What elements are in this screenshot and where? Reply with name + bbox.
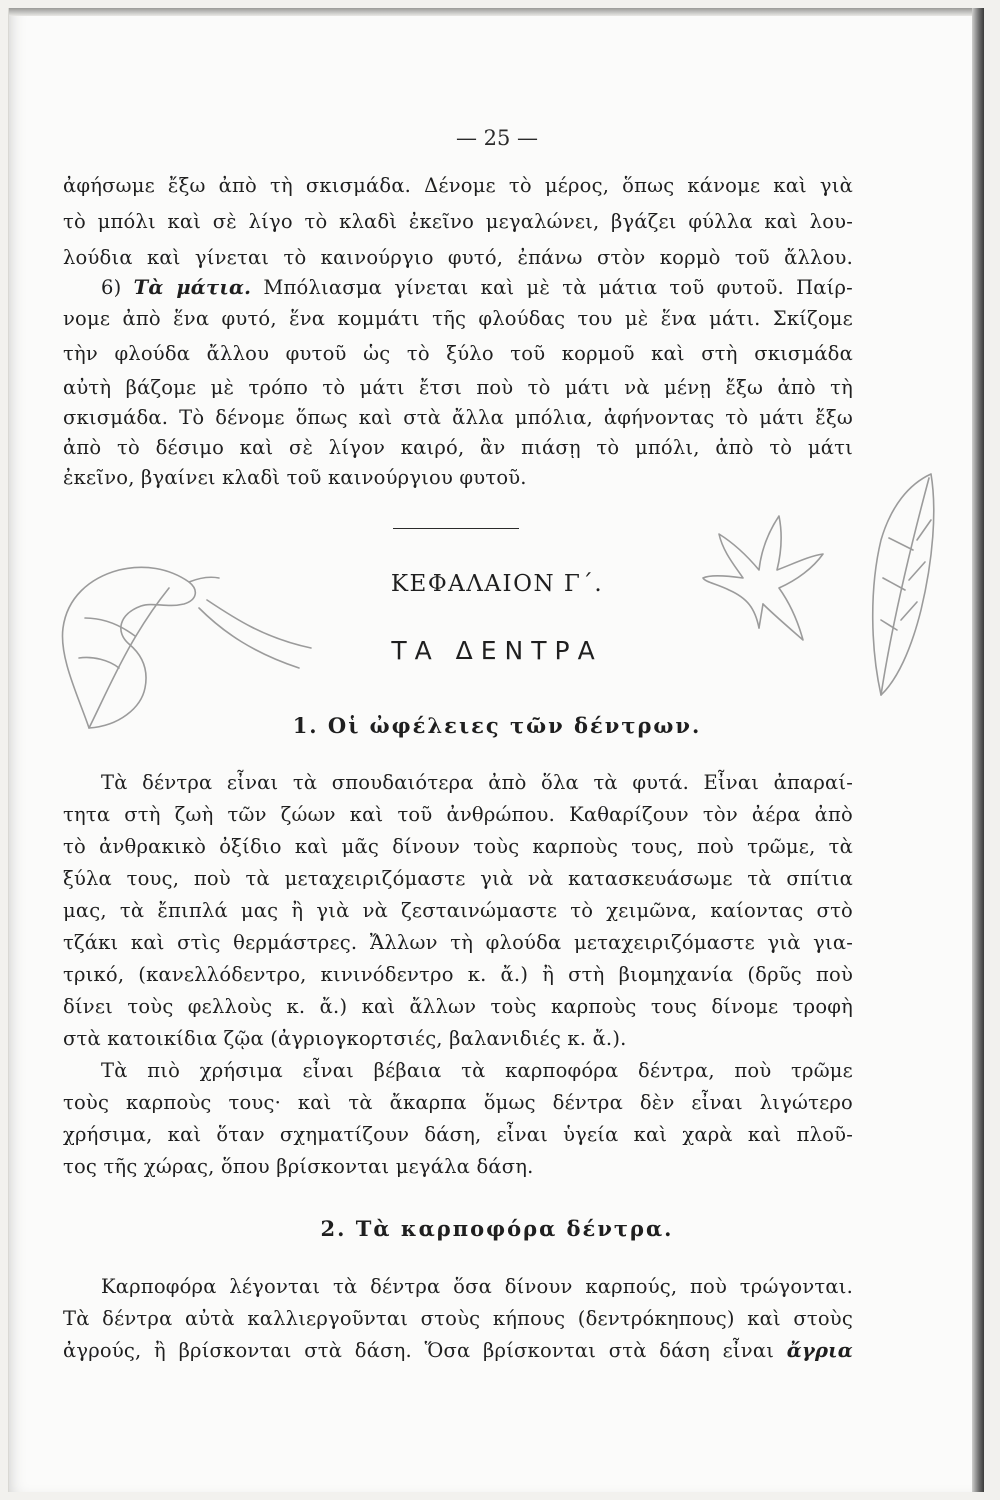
s1-p1-line-1: Τὰ δέντρα εἶναι τὰ σπουδαιότερα ἀπὸ ὅλα τὰ φυτά. Εἶναι ἀπαραί-: [101, 771, 853, 794]
para2-first-rest: Μπόλιασμα γίνεται καὶ μὲ τὰ μάτια τοῦ φυτοῦ. Παίρ-: [263, 276, 853, 299]
s1-p1-line-5: μας, τὰ ἔπιπλά μας ἢ γιὰ νὰ ζεσταινώμαστε τὸ χειμῶνα, καίοντας στὸ: [63, 899, 853, 922]
para2-line-6: ἀπὸ τὸ δέσιμο καὶ σὲ λίγον καιρό, ἂν πιάσῃ τὸ μπόλι, ἀπὸ τὸ μάτι: [63, 436, 853, 459]
chapter-label: ΚΕΦΑΛΑΙΟΝ Γ΄.: [390, 571, 604, 597]
para2-line-7: ἐκεῖνο, βγαίνει κλαδὶ τοῦ καινούργιου φυτοῦ.: [63, 466, 527, 489]
s1-p2-line-3: χρήσιμα, καὶ ὅταν σχηματίζουν δάση, εἶναι ὑγεία καὶ χαρὰ καὶ πλοῦ-: [63, 1123, 853, 1146]
section1-heading: 1. Οἱ ὠφέλειες τῶν δέντρων.: [292, 713, 702, 738]
s1-p1-line-6: τζάκι καὶ στὶς θερμάστρες. Ἄλλων τὴ φλούδα μεταχειριζόμαστε γιὰ για-: [63, 931, 853, 954]
s1-p2-line-4: τος τῆς χώρας, ὅπου βρίσκονται μεγάλα δάση.: [63, 1155, 534, 1178]
s2-p1-line-3: [63, 1339, 853, 1362]
para1-line-1: ἀφήσωμε ἔξω ἀπὸ τὴ σκισμάδα. Δένομε τὸ μέρος, ὅπως κάνομε καὶ γιὰ: [63, 174, 853, 197]
section2-heading: 2. Τὰ καρποφόρα δέντρα.: [320, 1216, 674, 1241]
s2-p1-line-1: Καρποφόρα λέγονται τὰ δέντρα ὅσα δίνουν καρπούς, ποὺ τρώγονται.: [101, 1275, 853, 1298]
para1-line-2: τὸ μπόλι καὶ σὲ λίγο τὸ κλαδὶ ἐκεῖνο μεγαλώνει, βγάζει φύλλα καὶ λου-: [63, 210, 853, 233]
page-right-edge: [972, 8, 984, 1492]
s1-p1-line-7: τρικό, (κανελλόδεντρο, κινινόδεντρο κ. ἄ.) ἢ στὴ βιομηχανία (δρῦς ποὺ: [63, 963, 853, 986]
book-page: [8, 8, 984, 1492]
para1-line-3: λούδια καὶ γίνεται τὸ καινούργιο φυτό, ἐπάνω στὸν κορμὸ τοῦ ἄλλου.: [63, 246, 853, 269]
chapter-title: ΤΑ ΔΕΝΤΡΑ: [391, 636, 603, 665]
para2-line-1: [101, 276, 853, 299]
s1-p1-line-2: τητα στὴ ζωὴ τῶν ζώων καὶ τοῦ ἀνθρώπου. Καθαρίζουν τὸν ἀέρα ἀπὸ: [63, 803, 853, 826]
para2-line-5: σκισμάδα. Τὸ δένομε ὅπως καὶ στὰ ἄλλα μπόλια, ἀφήνοντας τὸ μάτι ἔξω: [63, 406, 853, 429]
para2-line-2: νομε ἀπὸ ἕνα φυτό, ἕνα κομμάτι τῆς φλούδας του μὲ ἕνα μάτι. Σκίζομε: [63, 307, 853, 330]
para2-number: 6): [101, 276, 122, 299]
para2-line-4: αὐτὴ βάζομε μὲ τρόπο τὸ μάτι ἔτσι ποὺ τὸ μάτι νὰ μένῃ ἔξω ἀπὸ τὴ: [63, 376, 853, 399]
s1-p1-line-8: δίνει τοὺς φελλοὺς κ. ἄ.) καὶ ἄλλων τοὺς καρποὺς τους δίνομε τροφὴ: [63, 995, 853, 1018]
section-divider: [393, 528, 519, 529]
page-top-shadow: [9, 8, 984, 16]
s1-p2-line-1: Τὰ πιὸ χρήσιμα εἶναι βέβαια τὰ καρποφόρα δέντρα, ποὺ τρῶμε: [101, 1059, 853, 1082]
para2-title: Τὰ μάτια.: [133, 276, 252, 299]
page-number: — 25 —: [455, 126, 539, 150]
s1-p1-line-4: ξύλα τους, ποὺ τὰ μεταχειριζόμαστε γιὰ νὰ κατασκευάσωμε τὰ σπίτια: [63, 867, 853, 890]
s2-p1-line-3-text: ἀγρούς, ἢ βρίσκονται στὰ δάση. Ὅσα βρίσκονται στὰ δάση εἶναι: [63, 1339, 775, 1362]
s1-p1-line-9: στὰ κατοικίδια ζῷα (ἀγριογκορτσιές, βαλανιδιές κ. ἄ.).: [63, 1027, 627, 1050]
s1-p1-line-3: τὸ ἀνθρακικὸ ὀξίδιο καὶ μᾶς δίνουν τοὺς καρποὺς τους, ποὺ τρῶμε, τὰ: [63, 835, 853, 858]
s2-p1-line-2: Τὰ δέντρα αὐτὰ καλλιεργοῦνται στοὺς κήπους (δεντρόκηπους) καὶ στοὺς: [63, 1307, 853, 1330]
s1-p2-line-2: τοὺς καρποὺς τους· καὶ τὰ ἄκαρπα ὅμως δέντρα δὲν εἶναι λιγώτερο: [63, 1091, 853, 1114]
para2-line-3: τὴν φλούδα ἄλλου φυτοῦ ὡς τὸ ξύλο τοῦ κορμοῦ καὶ στὴ σκισμάδα: [63, 342, 853, 365]
s2-last-word: ἄγρια: [786, 1339, 853, 1362]
